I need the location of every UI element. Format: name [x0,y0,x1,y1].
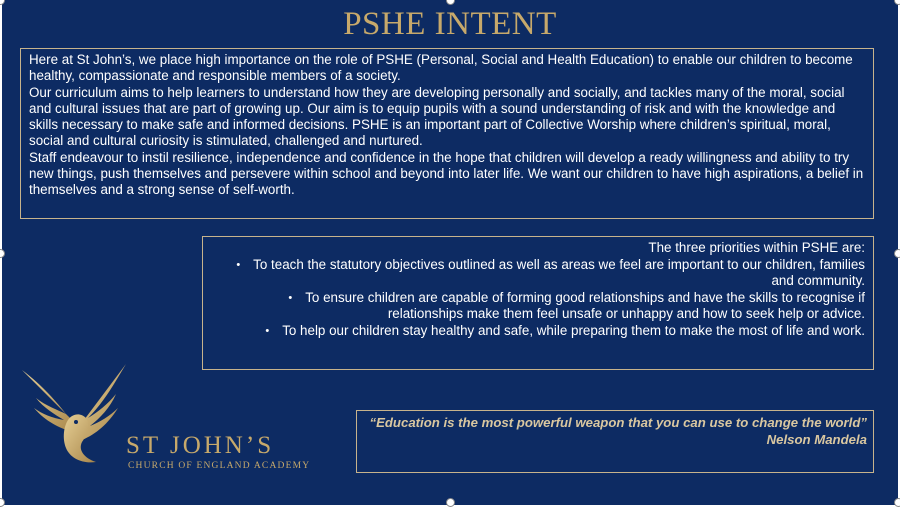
school-logo [18,362,338,477]
slide [2,0,898,505]
bullet-icon: • [265,324,270,337]
priorities-list [211,257,865,340]
priority-item [211,290,865,323]
quote-author: Nelson Mandela [766,431,867,447]
quote-text: “Education is the most powerful weapon that you can use to change the world” [369,415,867,430]
school-name: ST JOHN’S [126,432,275,459]
priorities-textbox [202,236,874,370]
school-subtitle: CHURCH OF ENGLAND ACADEMY [128,461,311,471]
selection-handle[interactable] [446,498,455,507]
priority-item [211,323,865,340]
priority-text: To ensure children are capable of forming good relationships and have the skills to recognise if relationships make them feel unsafe or unhappy and how to seek help or advice. [305,289,865,322]
priority-item [211,257,865,290]
priority-text: To help our children stay healthy and safe, while preparing them to make the most of life and work. [282,322,865,338]
slide-title: PSHE INTENT [343,6,557,42]
bullet-icon: • [236,258,241,271]
priority-text: To teach the statutory objectives outlined as well as areas we feel are important to our children, families and community. [253,256,865,289]
quote-textbox [356,410,874,473]
selection-handle[interactable] [894,498,900,507]
bullet-icon: • [288,291,293,304]
selection-handle[interactable] [0,498,5,507]
selection-handle[interactable] [894,249,900,258]
priorities-heading: The three priorities within PSHE are: [648,240,865,255]
eagle-icon [18,362,128,467]
intro-textbox [20,48,874,219]
intro-paragraph: Our curriculum aims to help learners to understand how they are developing personally and socially, and tackles many of the moral, social and cultural issues that are part of growing up. Our aim is to equip pupils with a sound understanding of risk and with the knowledge and skills necessary to make safe and informed decisions. PSHE is an important part of Collective Worship where children’s spiritual, moral, social and cultural curiosity is stimulated, challenged and nurtured. [29,84,845,149]
intro-paragraph: Here at St John’s, we place high importance on the role of PSHE (Personal, Social and Health Education) to enable our children to become healthy, compassionate and responsible members of a society. [29,52,853,84]
intro-paragraph: Staff endeavour to instil resilience, independence and confidence in the hope that children will develop a ready willingness and ability to try new things, push themselves and persevere within school and beyond into later life. We want our children to have high aspirations, a belief in themselves and a strong sense of self-worth. [29,149,864,198]
